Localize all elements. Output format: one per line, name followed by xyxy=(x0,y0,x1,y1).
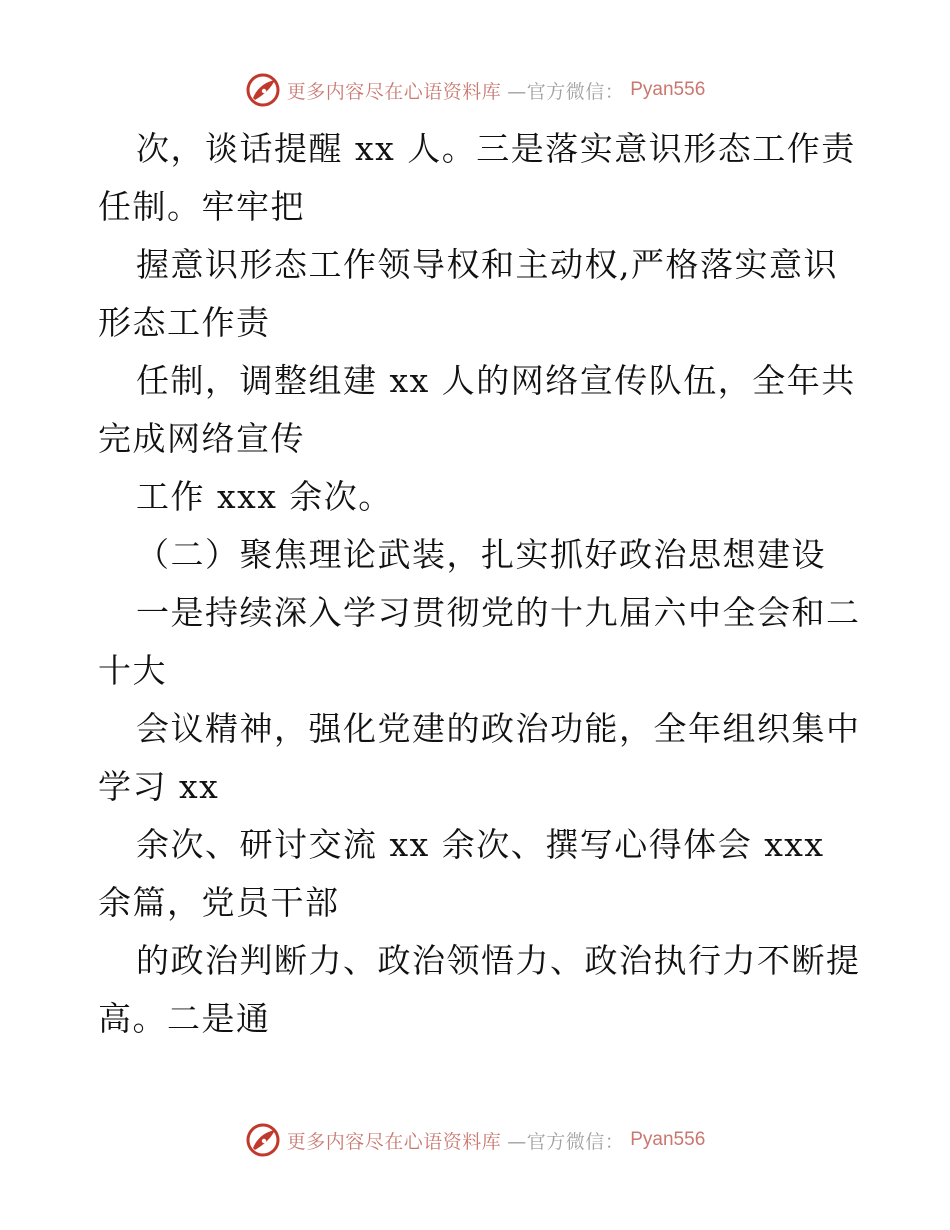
body-line: 余次、研讨交流 xx 余次、撰写心得体会 xxx xyxy=(136,825,825,864)
banner-handle: Pyan556 xyxy=(630,1129,706,1150)
body-line: 会议精神，强化党建的政治功能，全年组织集中 xyxy=(136,709,861,748)
banner-brand-text: 更多内容尽在心语资料库 xyxy=(286,1130,502,1153)
body-line: 工作 xxx 余次。 xyxy=(136,477,393,516)
body-line: 任制。牢牢把 xyxy=(98,187,305,226)
footer-banner xyxy=(0,1120,950,1160)
body-line: 形态工作责 xyxy=(98,303,271,342)
header-banner xyxy=(0,70,950,110)
banner-brand-text: 更多内容尽在心语资料库 xyxy=(286,80,502,103)
banner-handle: Pyan556 xyxy=(630,79,706,100)
body-line: 余篇，党员干部 xyxy=(98,883,340,922)
body-line: 次，谈话提醒 xx 人。三是落实意识形态工作责 xyxy=(136,129,856,168)
banner-official-text: —官方微信： xyxy=(507,1130,625,1153)
pen-nib-logo-icon xyxy=(245,72,281,108)
pen-nib-logo-icon xyxy=(245,1122,281,1158)
body-line: 一是持续深入学习贯彻党的十九届六中全会和二 xyxy=(136,593,861,632)
section-heading: （二）聚焦理论武装，扎实抓好政治思想建设 xyxy=(136,535,826,574)
body-line: 的政治判断力、政治领悟力、政治执行力不断提 xyxy=(136,941,861,980)
body-line: 学习 xx xyxy=(98,767,220,806)
body-line: 完成网络宣传 xyxy=(98,419,305,458)
body-line: 高。二是通 xyxy=(98,999,271,1038)
document-body xyxy=(98,120,861,1048)
body-line: 十大 xyxy=(98,651,167,690)
body-line: 任制，调整组建 xx 人的网络宣传队伍，全年共 xyxy=(136,361,856,400)
body-line: 握意识形态工作领导权和主动权,严格落实意识 xyxy=(136,245,838,284)
banner-official-text: —官方微信： xyxy=(507,80,625,103)
